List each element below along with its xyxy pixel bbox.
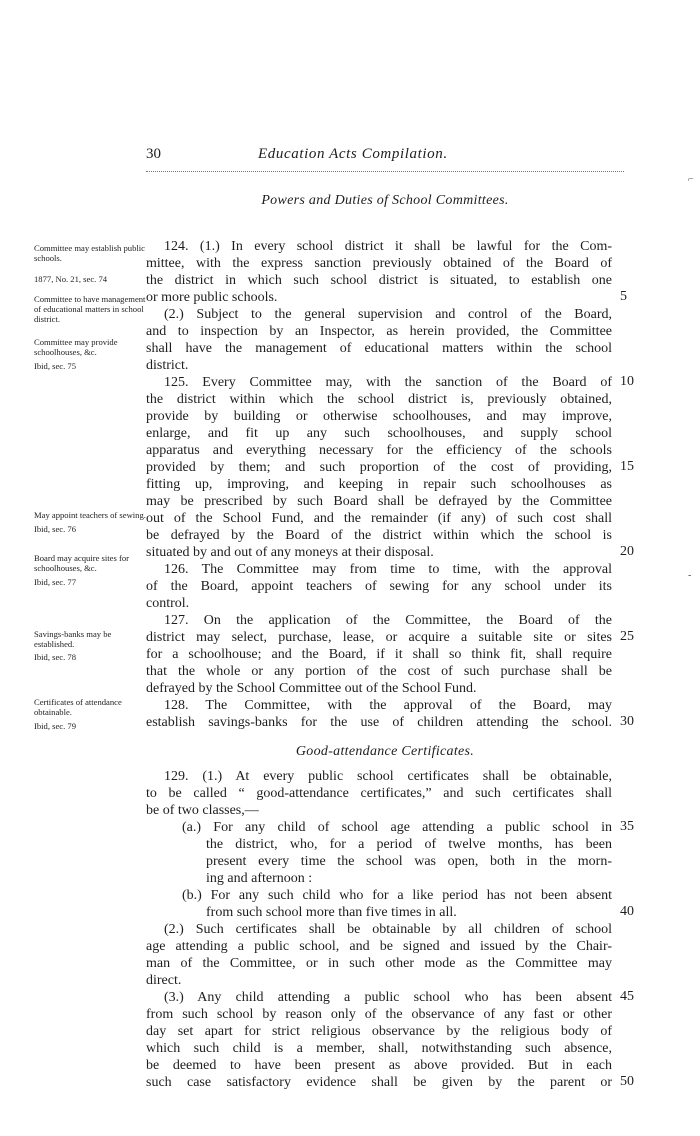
margin-note-ref: 1877, No. 21, sec. 74 [34, 274, 108, 284]
text-line: provided by them; and such proportion of the cost of providing, [146, 460, 612, 475]
text-line: shall have the management of educational matters within the school [146, 341, 612, 356]
text-line: situated by and out of any moneys at their disposal. [146, 545, 434, 560]
margin-note: Certificates of attendance obtainable. Ibid, sec. 79 [34, 697, 122, 731]
text-line: 129. (1.) At every public school certificates shall be obtainable, [164, 769, 612, 784]
margin-note: Board may acquire sites for schoolhouses, &c. Ibid, sec. 77 [34, 553, 129, 587]
line-number: 45 [620, 989, 634, 1004]
text-line: be defrayed by the Board of the district within which the school is [146, 528, 612, 543]
text-line: out of the School Fund, and the remainder (if any) of such cost shall [146, 511, 612, 526]
text-line: mittee, with the express sanction previously obtained of the Board of [146, 256, 612, 271]
text-line: apparatus and everything necessary for the efficiency of the schools [146, 443, 612, 458]
text-line: (2.) Such certificates shall be obtainable by all children of school [164, 922, 612, 937]
text-line: establish savings-banks for the use of children attending the school. [146, 715, 612, 730]
text-line: district. [146, 358, 189, 373]
text-line: which such child is a member, shall, notwithstanding such absence, [146, 1041, 612, 1056]
text-line: the district, who, for a period of twelve months, has been [206, 837, 612, 852]
text-line: 126. The Committee may from time to time, with the approval [164, 562, 612, 577]
page-number: 30 [146, 146, 161, 162]
text-line: (3.) Any child attending a public school who has been absent [164, 990, 612, 1005]
text-line: fitting up, improving, and keeping in repair such schoolhouses as [146, 477, 612, 492]
text-line: or more public schools. [146, 290, 278, 305]
line-number: 25 [620, 629, 634, 644]
text-line: (a.) For any child of school age attending a public school in [182, 820, 612, 835]
edge-mark: - [688, 570, 692, 581]
section-heading-attendance: Good-attendance Certificates. [295, 744, 475, 759]
text-line: the district in which such school district is situated, to establish one [146, 273, 612, 288]
text-line: be of two classes,— [146, 803, 259, 818]
text-line: enlarge, and fit up any such schoolhouses, and supply school [146, 426, 612, 441]
text-line: defrayed by the School Committee out of the School Fund. [146, 681, 477, 696]
text-line: day set apart for strict religious observance by the religious body of [146, 1024, 612, 1039]
line-number: 5 [620, 289, 627, 304]
line-number: 10 [620, 374, 634, 389]
margin-note: Committee may establish public schools. [34, 243, 145, 263]
text-line: 125. Every Committee may, with the sanction of the Board of [164, 375, 612, 390]
text-line: be deemed to have been present as above provided. But in each [146, 1058, 612, 1073]
text-line: from such school more than five times in all. [206, 905, 457, 920]
text-line: age attending a public school, and be signed and issued by the Chair- [146, 939, 612, 954]
line-number: 30 [620, 714, 634, 729]
text-line: (2.) Subject to the general supervision and control of the Board, [164, 307, 612, 322]
text-line: to be called “ good-attendance certificates,” and such certificates shall [146, 786, 612, 801]
text-line: 128. The Committee, with the approval of the Board, may [164, 698, 612, 713]
text-line: such case satisfactory evidence shall be given by the parent or [146, 1075, 612, 1090]
text-line: direct. [146, 973, 182, 988]
text-line: and to inspection by an Inspector, as herein provided, the Committee [146, 324, 612, 339]
line-number: 15 [620, 459, 634, 474]
margin-note: Savings-banks may be established. Ibid, sec. 78 [34, 629, 112, 662]
text-line: 124. (1.) In every school district it shall be lawful for the Com- [164, 239, 612, 254]
section-heading-powers: Powers and Duties of School Committees. [261, 193, 509, 208]
text-line: that the whole or any portion of the cost of such purchase shall be [146, 664, 612, 679]
text-line: district may select, purchase, lease, or acquire a suitable site or sites [146, 630, 612, 645]
text-line: the district within which the school district is, previously obtained, [146, 392, 612, 407]
text-line: of the Board, appoint teachers of sewing for any school under its [146, 579, 612, 594]
line-number: 50 [620, 1074, 634, 1089]
margin-note: Committee to have management of educational matters in school district. [34, 294, 146, 324]
line-number: 40 [620, 904, 634, 919]
header-rule [146, 171, 624, 172]
text-line: control. [146, 596, 190, 611]
running-title: Education Acts Compilation. [258, 146, 448, 162]
margin-note: Committee may provide schoolhouses, &c. Ibid, sec. 75 [34, 337, 118, 371]
text-line: 127. On the application of the Committee, the Board of the [164, 613, 612, 628]
line-number: 20 [620, 544, 634, 559]
text-line: present every time the school was open, both in the morn- [206, 854, 612, 869]
text-line: provide by building or otherwise schoolhouses, and may improve, [146, 409, 612, 424]
text-line: ing and afternoon : [206, 871, 313, 886]
text-line: from such school by reason only of the observance of any fast or other [146, 1007, 612, 1022]
text-line: may be prescribed by such Board shall be defrayed by the Committee [146, 494, 612, 509]
edge-mark: ⌐ [688, 174, 694, 185]
line-number: 35 [620, 819, 634, 834]
text-line: man of the Committee, or in such other mode as the Committee may [146, 956, 612, 971]
text-line: (b.) For any such child who for a like period has not been absent [182, 888, 612, 903]
text-line: for a schoolhouse; and the Board, if it shall so think fit, shall require [146, 647, 612, 662]
margin-note: May appoint teachers of sewing. Ibid, sec. 76 [34, 510, 146, 534]
